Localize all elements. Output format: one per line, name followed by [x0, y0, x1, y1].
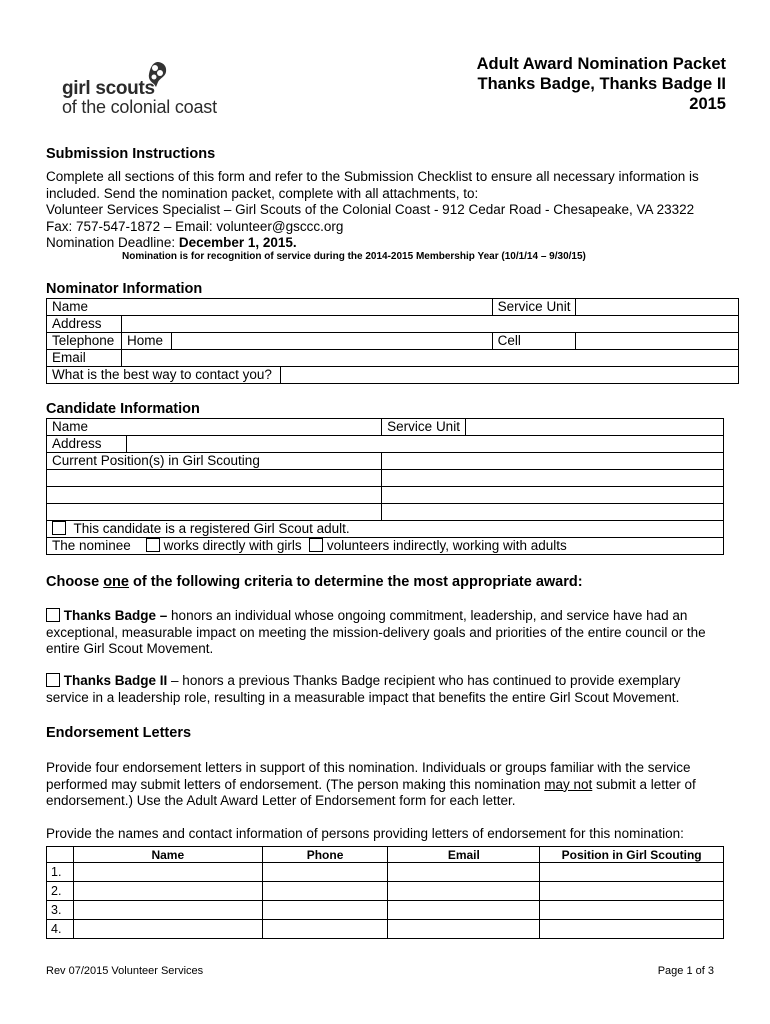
- thanks-badge-ii-label: Thanks Badge II: [63, 673, 168, 688]
- works-directly-label: works directly with girls: [163, 538, 302, 553]
- thanks-badge-ii-option: [46, 673, 736, 706]
- endorser-email-field[interactable]: [388, 863, 540, 882]
- nominator-home-phone-field[interactable]: [171, 333, 492, 350]
- logo-council-name: of the colonial coast: [62, 97, 217, 117]
- candidate-heading: Candidate Information: [46, 401, 200, 417]
- endorsement-column-header: Email: [388, 847, 540, 863]
- endorser-phone-field[interactable]: [262, 901, 388, 920]
- candidate-service-unit-field[interactable]: [465, 419, 723, 436]
- registered-label: This candidate is a registered Girl Scout adult.: [73, 521, 350, 536]
- candidate-position-field[interactable]: [47, 504, 382, 521]
- candidate-position-field[interactable]: [382, 453, 724, 470]
- row-number: 4.: [47, 920, 74, 939]
- submission-heading: Submission Instructions: [46, 146, 216, 162]
- thanks-badge-label: Thanks Badge –: [63, 608, 168, 623]
- endorsement-column-header: Name: [73, 847, 262, 863]
- thanks-badge-option: [46, 608, 736, 658]
- thanks-badge-desc: entire Girl Scout Movement.: [46, 641, 214, 656]
- thanks-badge-desc: honors an individual whose ongoing commitment, leadership, and service have had an: [167, 608, 688, 623]
- candidate-position-field[interactable]: [47, 470, 382, 487]
- deadline-label: Nomination Deadline:: [46, 235, 179, 250]
- candidate-address-field[interactable]: [126, 436, 723, 453]
- table-row: [47, 920, 724, 939]
- candidate-service-unit-label: Service Unit: [382, 419, 466, 436]
- volunteers-indirectly-checkbox[interactable]: [309, 538, 323, 552]
- table-row: [47, 882, 724, 901]
- field-label: Name: [52, 419, 89, 434]
- endorser-email-field[interactable]: [388, 882, 540, 901]
- deadline-value: December 1, 2015.: [178, 235, 297, 250]
- endorsement-column-header: Phone: [262, 847, 388, 863]
- endorsement-column-header: Position in Girl Scouting: [540, 847, 724, 863]
- footer-page-number: Page 1 of 3: [657, 965, 714, 977]
- nominator-service-unit-label: Service Unit: [492, 299, 576, 316]
- criteria-heading-emphasis: one: [103, 574, 129, 590]
- page-title: [477, 54, 726, 114]
- row-number: 1.: [47, 863, 74, 882]
- thanks-badge-ii-checkbox[interactable]: [46, 673, 60, 687]
- endorsement-instructions: Provide four endorsement letters in support of this nomination. Individuals or groups familiar with the service performed may submit letters of endorsement. (The person making this nomination may not submit a letter of endorsement.) Use the Adult Award Letter of Endorsement form for each letter.: [46, 760, 696, 808]
- submission-text: [46, 169, 736, 252]
- title-line-3: 2015: [689, 95, 726, 113]
- table-row: [47, 863, 724, 882]
- thanks-badge-desc: exceptional, measurable impact on meeting the mission-delivery goals and priorities of the entire council or the: [46, 624, 706, 640]
- logo-wordmark: girl scouts: [62, 78, 155, 99]
- candidate-position-field[interactable]: [382, 504, 724, 521]
- nominator-table: [46, 298, 739, 384]
- nominator-telephone-label: Telephone: [47, 333, 122, 350]
- endorser-phone-field[interactable]: [262, 920, 388, 939]
- may-not-emphasis: may not: [544, 776, 593, 792]
- thanks-badge-ii-desc: service in a leadership role, resulting in a measurable impact that benefits the entire Girl Scout Movement.: [46, 689, 680, 705]
- footer-revision: Rev 07/2015 Volunteer Services: [46, 965, 204, 977]
- endorser-position-field[interactable]: [540, 920, 724, 939]
- candidate-position-field[interactable]: [382, 470, 724, 487]
- endorser-phone-field[interactable]: [262, 882, 388, 901]
- candidate-positions-label: Current Position(s) in Girl Scouting: [47, 453, 382, 470]
- candidate-address-label: Address: [47, 436, 127, 453]
- nominator-best-way-field[interactable]: [280, 367, 738, 384]
- endorser-position-field[interactable]: [540, 863, 724, 882]
- endorsement-contacts-prompt: Provide the names and contact information of persons providing letters of endorsement for this nomination:: [46, 826, 684, 841]
- endorser-name-field[interactable]: [73, 901, 262, 920]
- candidate-name-field[interactable]: [47, 419, 382, 436]
- nominator-address-label: Address: [47, 316, 122, 333]
- submission-address: Volunteer Services Specialist – Girl Scouts of the Colonial Coast - 912 Cedar Road - Chesapeake, VA 23322: [46, 202, 695, 217]
- endorsement-column-number: [47, 847, 74, 863]
- nominee-label: The nominee: [52, 538, 131, 553]
- candidate-position-field[interactable]: [47, 487, 382, 504]
- endorser-phone-field[interactable]: [262, 863, 388, 882]
- row-number: 2.: [47, 882, 74, 901]
- endorser-name-field[interactable]: [73, 920, 262, 939]
- endorsement-heading: Endorsement Letters: [46, 725, 192, 741]
- nominator-heading: Nominator Information: [46, 281, 203, 297]
- row-number: 3.: [47, 901, 74, 920]
- nominator-email-label: Email: [47, 350, 122, 367]
- submission-deadline: [46, 235, 736, 252]
- candidate-table: [46, 418, 724, 555]
- endorser-position-field[interactable]: [540, 882, 724, 901]
- endorser-email-field[interactable]: [388, 920, 540, 939]
- nominator-cell-label: Cell: [492, 333, 576, 350]
- endorser-name-field[interactable]: [73, 863, 262, 882]
- candidate-position-field[interactable]: [382, 487, 724, 504]
- thanks-badge-ii-desc: – honors a previous Thanks Badge recipient who has continued to provide exemplary: [167, 673, 681, 688]
- nominator-home-label: Home: [121, 333, 171, 350]
- table-row: [47, 901, 724, 920]
- nominator-best-way-label: What is the best way to contact you?: [47, 367, 281, 384]
- endorser-email-field[interactable]: [388, 901, 540, 920]
- title-line-2: Thanks Badge, Thanks Badge II: [477, 75, 726, 93]
- field-label: Name: [52, 299, 89, 314]
- submission-line: included. Send the nomination packet, complete with all attachments, to:: [46, 185, 479, 201]
- thanks-badge-checkbox[interactable]: [46, 608, 60, 622]
- endorser-name-field[interactable]: [73, 882, 262, 901]
- title-line-1: Adult Award Nomination Packet: [476, 55, 726, 73]
- nominator-address-field[interactable]: [121, 316, 738, 333]
- nominator-name-field[interactable]: [47, 299, 493, 316]
- registered-row: [47, 521, 724, 538]
- criteria-heading: Choose one of the following criteria to determine the most appropriate award:: [46, 574, 583, 590]
- works-directly-checkbox[interactable]: [146, 538, 160, 552]
- nominee-row: [47, 538, 724, 555]
- membership-year-note: Nomination is for recognition of service during the 2014-2015 Membership Year (10/1/14 – 9/30/15): [122, 251, 586, 262]
- volunteers-indirectly-label: volunteers indirectly, working with adults: [326, 538, 567, 553]
- nominator-cell-field[interactable]: [576, 333, 739, 350]
- submission-contact: Fax: 757-547-1872 – Email: volunteer@gsccc.org: [46, 218, 344, 234]
- endorser-position-field[interactable]: [540, 901, 724, 920]
- endorsement-table: [46, 846, 724, 939]
- registered-checkbox[interactable]: [52, 521, 66, 535]
- nominator-service-unit-field[interactable]: [576, 299, 739, 316]
- submission-line: Complete all sections of this form and refer to the Submission Checklist to ensure all necessary information is: [46, 169, 699, 184]
- nominator-email-field[interactable]: [121, 350, 738, 367]
